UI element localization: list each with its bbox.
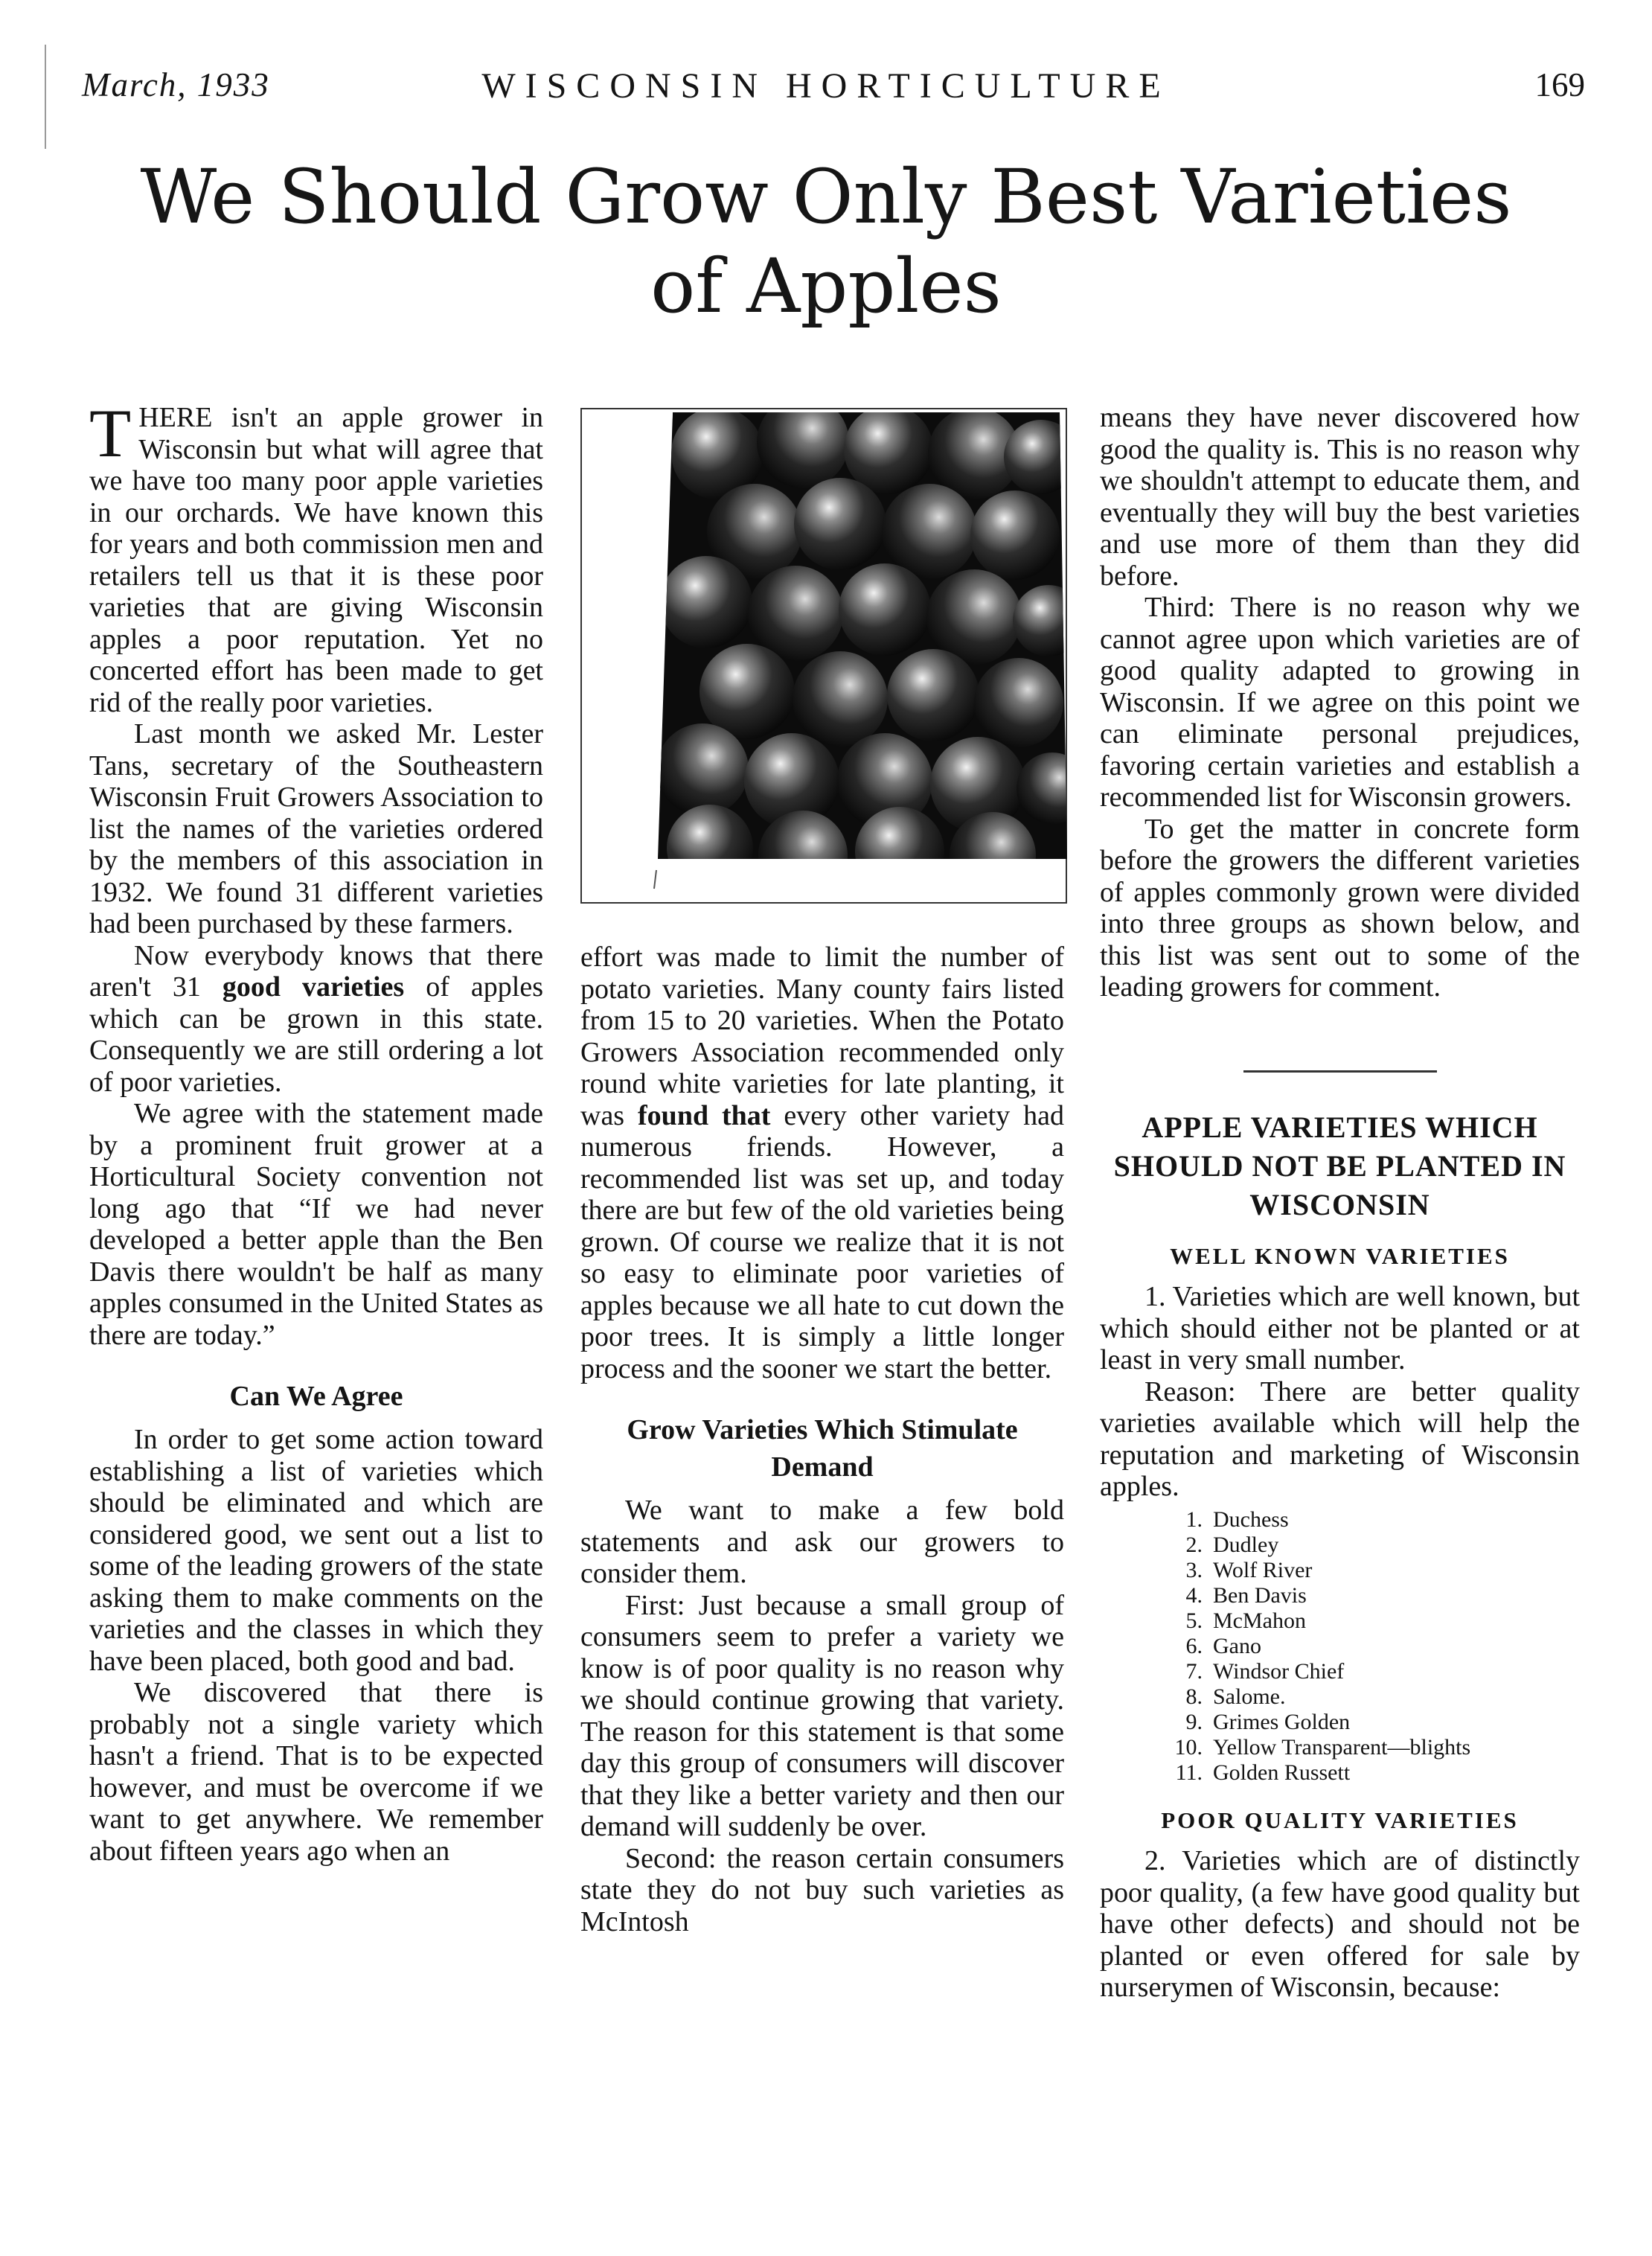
variety-list-item [1100,1659,1580,1684]
issue-date: March, 1933 [82,66,270,103]
variety-list-item [1100,1583,1580,1608]
paragraph: Reason: There are better quality varieties available which will help the reputation and marketing of Wisconsin apples. [1100,1375,1580,1502]
paragraph [580,942,1064,1384]
variety-name: Duchess [1213,1506,1289,1532]
list-number: 3. [1185,1557,1203,1582]
paragraph-text: of apples which can be grown in this state. Consequently we are still ordering a lot of poor varieties. [89,971,544,1098]
list-number: 10. [1174,1734,1203,1760]
variety-list-item [1100,1684,1580,1710]
poor-quality-subheading: POOR QUALITY VARIETIES [1161,1806,1519,1833]
apple-photo-frame [580,408,1067,904]
bold-text: good varieties [222,971,405,1003]
variety-list-item [1100,1710,1580,1735]
paragraph-text: HERE isn't an apple grower in Wisconsin but what will agree that we have too many poor apple varieties in our orchards. We have known this for years and both commission men and retailers tell us that it is these poor varieties that are giving Wisconsin apples a poor reputation. Yet no concerted effort has been made to get rid of the really poor varieties. [89,402,543,718]
section-heading: Can We Agree [229,1381,403,1412]
variety-name: Wolf River [1213,1557,1313,1582]
variety-name: Windsor Chief [1213,1658,1345,1684]
variety-list-item [1100,1760,1580,1786]
varieties-heading: APPLE VARIETIES WHICH SHOULD NOT BE PLANTED IN WISCONSIN [1113,1110,1566,1221]
variety-list-item [1100,1558,1580,1583]
paragraph: Second: the reason certain consumers state they do not buy such varieties as McIntosh [580,1842,1064,1937]
list-number: 9. [1185,1709,1203,1734]
paragraph: 1. Varieties which are well known, but which should either not be planted or at least in very small number. [1100,1281,1580,1375]
column-1 [89,395,544,1867]
paragraph: Last month we asked Mr. Lester Tans, secretary of the Southeastern Wisconsin Fruit Growers Association to list the names of the varieties ordered by the members of this association in 1932. We found 31 different varieties had been purchased by these farmers. [89,718,543,939]
drop-cap: T [89,395,132,471]
paragraph-text: every other variety had numerous friends. However, a recommended list was set up, and today there are but few of the old varieties being grown. Of course we realize that it is not so easy to eliminate poor varieties of apples because we all hate to cut down the poor trees. It is simply a little longer process and the sooner we start the better. [580,1099,1064,1384]
apples-in-box-image [643,412,1067,896]
variety-name: Golden Russett [1213,1760,1351,1785]
list-number: 5. [1185,1608,1203,1633]
magazine-name: WISCONSIN HORTICULTURE [481,66,1171,106]
variety-name: Ben Davis [1213,1582,1307,1608]
list-number: 1. [1185,1506,1203,1532]
apple-box-photo [643,412,1067,896]
paragraph [89,395,543,718]
list-number: 6. [1185,1633,1203,1658]
paragraph: We want to make a few bold statements and ask our growers to consider them. [580,1495,1064,1589]
section-divider [1243,1070,1437,1073]
well-known-subheading: WELL KNOWN VARIETIES [1170,1242,1510,1269]
variety-list-item [1100,1735,1580,1760]
paragraph: means they have never discovered how good the quality is. This is no reason why we shouldn't attempt to educate them, and eventually they will buy the best varieties and use more of them than they did before. [1100,402,1580,592]
variety-list-item [1100,1533,1580,1558]
variety-name: Salome. [1213,1684,1286,1709]
paragraph [89,940,543,1099]
paragraph: In order to get some action toward establishing a list of varieties which should be eliminated and which are considered good, we sent out a list to some of the leading growers of the state asking them to make comments on the varieties and the classes in which they have been placed, both good and bad. [89,1424,543,1677]
article-title [74,153,1578,331]
column-3 [1100,402,1580,2004]
column-2 [580,942,1064,1937]
variety-name: McMahon [1213,1608,1306,1633]
bold-text: found that [638,1099,771,1131]
title-line-2: of Apples [650,243,1002,330]
variety-name: Dudley [1213,1532,1279,1557]
variety-list-item [1100,1507,1580,1533]
list-number: 2. [1185,1532,1203,1557]
paragraph-text: Now everybody knows that there aren't 31 [89,939,543,1003]
paragraph: First: Just because a small group of consumers seem to prefer a variety we know is of poor quality is no reason why we should continue growing that variety. The reason for this statement is that some day this group of consumers will discover that they like a better variety and then our demand will suddenly be over. [580,1589,1064,1842]
variety-name: Yellow Transparent—blights [1213,1734,1471,1760]
variety-list-item [1100,1634,1580,1659]
paragraph: 2. Varieties which are of distinctly poor quality, (a few have good quality but have other defects) and should not be planted or even offered for sale by nurserymen of Wisconsin, because: [1100,1845,1580,2003]
list-number: 4. [1185,1582,1203,1608]
paragraph: We agree with the statement made by a prominent fruit grower at a Horticultural Society convention not long ago that “If we had never developed a better apple than the Ben Davis there wouldn't be half as many apples consumed in the United States as there are today.” [89,1098,543,1351]
variety-name: Grimes Golden [1213,1709,1351,1734]
paragraph: We discovered that there is probably not a single variety which hasn't a friend. That is to be expected however, and must be overcome if we want to get anywhere. We remember about fifteen years ago when an [89,1677,543,1867]
running-head [0,65,1652,118]
page-number: 169 [1534,66,1585,103]
paragraph: Third: There is no reason why we cannot agree upon which varieties are of good quality adapted to growing in Wisconsin. If we agree on this point we can eliminate personal prejudices, favoring certain varieties and establish a recommended list for Wisconsin growers. [1100,592,1580,813]
variety-list [1100,1507,1580,1786]
list-number: 8. [1185,1684,1203,1709]
list-number: 11. [1175,1760,1203,1785]
paragraph-text: effort was made to limit the number of potato varieties. Many county fairs listed from 15 to 20 varieties. When the Potato Growers Association recommended only round white varieties for late planting, it was [580,942,1064,1131]
section-heading: Grow Varieties Which Stimulate Demand [627,1414,1018,1483]
list-number: 7. [1185,1658,1203,1684]
variety-name: Gano [1213,1633,1261,1658]
title-line-1: We Should Grow Only Best Varieties [140,153,1512,240]
variety-list-item [1100,1608,1580,1634]
paragraph: To get the matter in concrete form before the growers the different varieties of apples commonly grown were divided into three groups as shown below, and this list was sent out to some of the leading growers for comment. [1100,813,1580,1003]
